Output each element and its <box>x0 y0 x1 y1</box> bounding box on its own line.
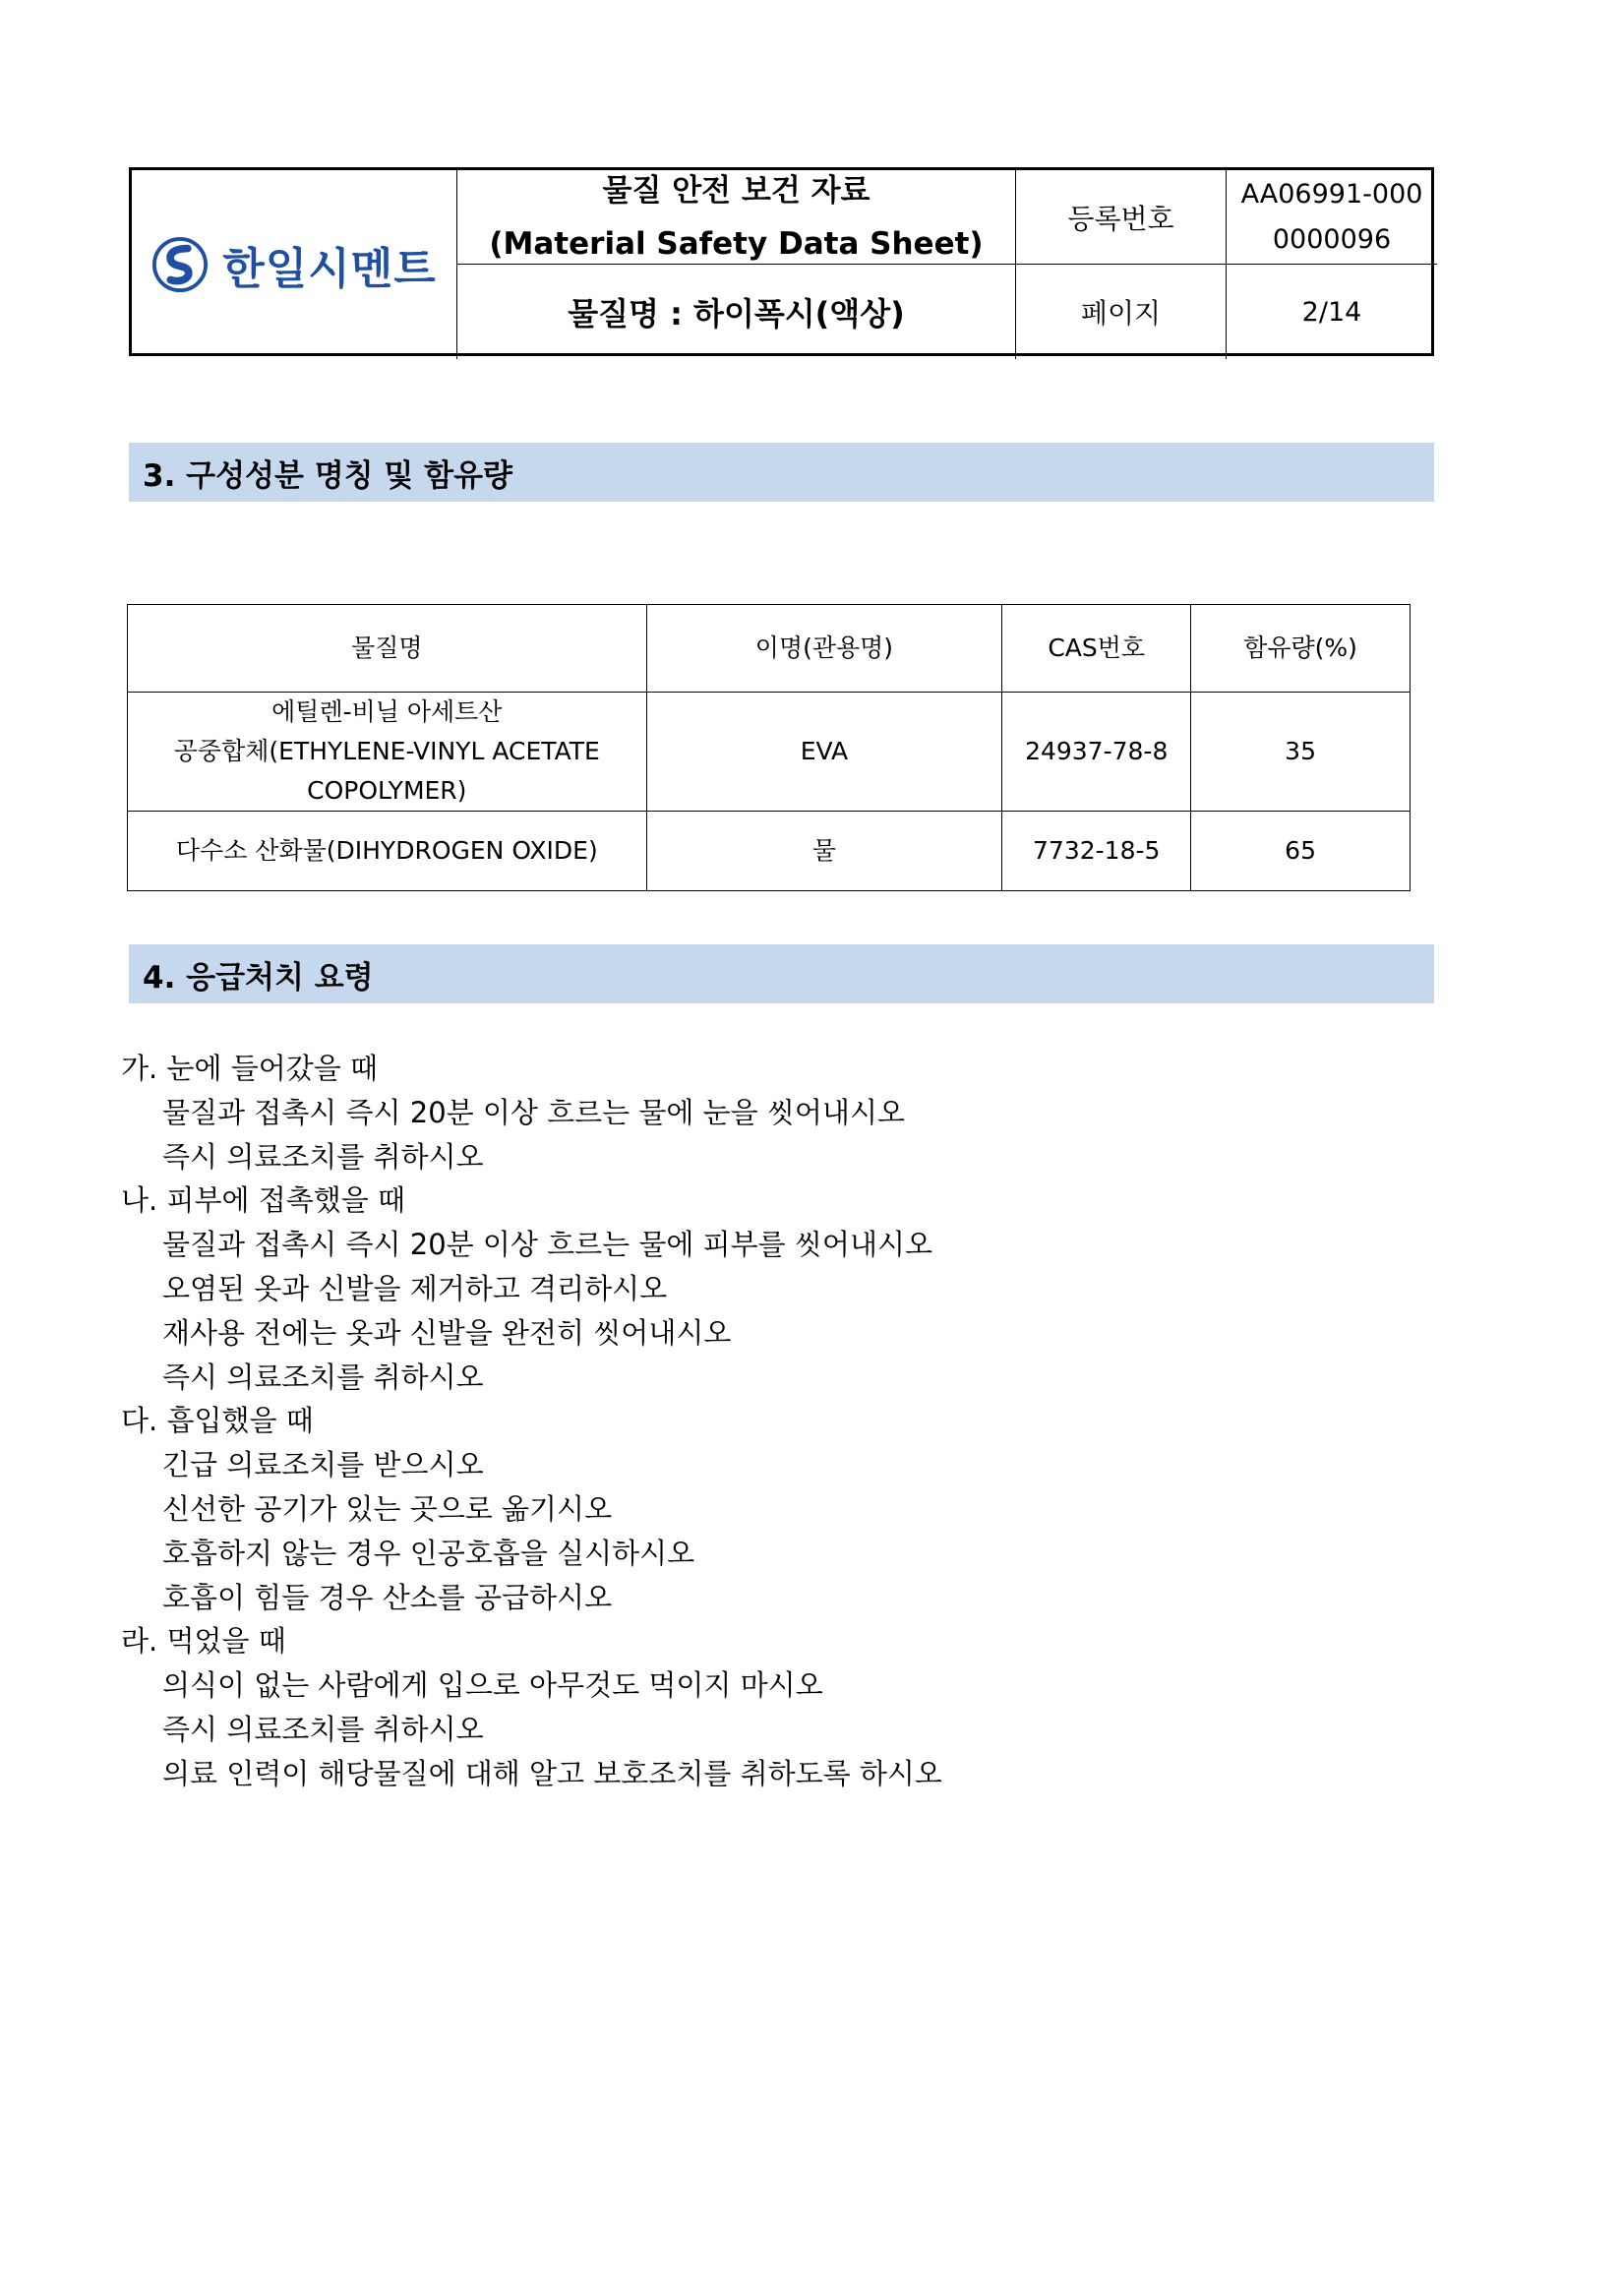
company-logo-icon <box>151 236 209 293</box>
registration-label: 등록번호 <box>1016 170 1227 265</box>
cas-cell: 24937-78-8 <box>1002 693 1191 812</box>
registration-number-line2: 0000096 <box>1272 223 1392 255</box>
list-item: 물질과 접촉시 즉시 20분 이상 흐르는 물에 피부를 씻어내시오 <box>162 1228 932 1262</box>
substance-name-line: 공중합체(ETHYLENE-VINYL ACETATE <box>173 737 600 765</box>
eye-contact-heading: 가. 눈에 들어갔을 때 <box>121 1052 378 1085</box>
substance-name-line: 에틸렌-비닐 아세트산 <box>271 697 503 726</box>
ingestion-heading: 라. 먹었을 때 <box>121 1624 286 1659</box>
list-item: 즉시 의료조치를 취하시오 <box>162 1712 484 1746</box>
company-logo <box>151 233 437 296</box>
logo-cell <box>132 170 457 359</box>
title-english: (Material Safety Data Sheet) <box>489 225 984 262</box>
list-item: 호흡이 힘들 경우 산소를 공급하시오 <box>162 1580 613 1614</box>
section-3-heading: 3. 구성성분 명칭 및 함유량 <box>129 443 1434 502</box>
skin-contact-heading: 나. 피부에 접촉했을 때 <box>121 1183 405 1218</box>
list-item: 물질과 접촉시 즉시 20분 이상 흐르는 물에 눈을 씻어내시오 <box>162 1095 905 1129</box>
registration-number <box>1227 170 1437 265</box>
list-item: 즉시 의료조치를 취하시오 <box>162 1139 484 1174</box>
substance-name-cell <box>128 693 647 812</box>
table-row <box>128 812 1411 891</box>
list-item: 호흡하지 않는 경우 인공호흡을 실시하시오 <box>162 1536 695 1570</box>
section-4-heading: 4. 응급처치 요령 <box>129 944 1434 1003</box>
column-header-content: 함유량(%) <box>1191 605 1411 693</box>
list-item: 재사용 전에는 옷과 신발을 완전히 씻어내시오 <box>162 1315 732 1350</box>
list-item: 즉시 의료조치를 취하시오 <box>162 1359 484 1394</box>
first-aid-list <box>121 1047 942 1796</box>
document-title <box>457 170 1016 265</box>
composition-table <box>127 604 1411 891</box>
column-header-alias: 이명(관용명) <box>646 605 1002 693</box>
column-header-cas: CAS번호 <box>1002 605 1191 693</box>
list-item: 신선한 공기가 있는 곳으로 옮기시오 <box>162 1491 613 1526</box>
page-number: 2/14 <box>1301 296 1362 328</box>
content-cell: 65 <box>1191 812 1411 891</box>
alias-cell: 물 <box>646 812 1002 891</box>
inhalation-heading: 다. 흡입했을 때 <box>121 1404 314 1438</box>
alias-cell: EVA <box>646 693 1002 812</box>
list-item: 긴급 의료조치를 받으시오 <box>162 1448 484 1482</box>
company-name: 한일시멘트 <box>222 244 437 294</box>
registration-number-line1: AA06991-000 <box>1240 178 1423 210</box>
content-cell: 35 <box>1191 693 1411 812</box>
substance-name-cell: 다수소 산화물(DIHYDROGEN OXIDE) <box>128 812 647 891</box>
document-header <box>129 167 1434 356</box>
table-header-row <box>128 605 1411 693</box>
list-item: 의식이 없는 사람에게 입으로 아무것도 먹이지 마시오 <box>162 1668 823 1703</box>
product-name: 물질명 : 하이폭시(액상) <box>457 265 1016 359</box>
page-label: 페이지 <box>1016 265 1227 359</box>
column-header-substance: 물질명 <box>128 605 647 693</box>
title-korean: 물질 안전 보건 자료 <box>602 172 871 209</box>
list-item: 의료 인력이 해당물질에 대해 알고 보호조치를 취하도록 하시오 <box>162 1756 942 1790</box>
table-row <box>128 693 1411 812</box>
list-item: 오염된 옷과 신발을 제거하고 격리하시오 <box>162 1271 668 1305</box>
cas-cell: 7732-18-5 <box>1002 812 1191 891</box>
substance-name-line: COPOLYMER) <box>307 776 467 805</box>
